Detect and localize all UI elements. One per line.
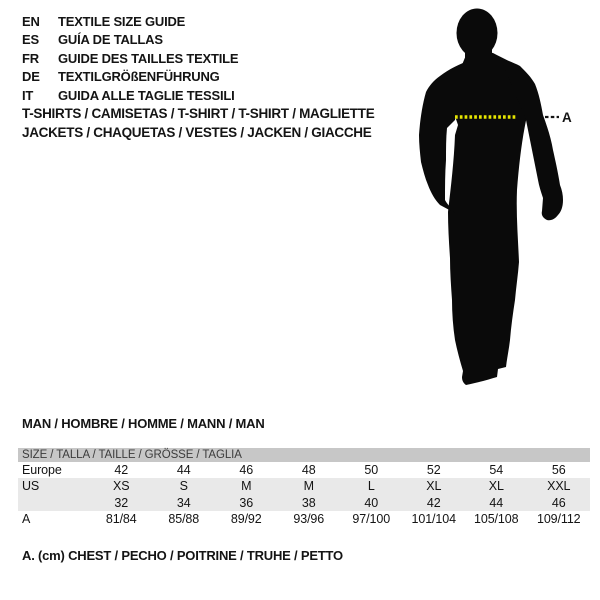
size-cell: 52 xyxy=(426,463,441,478)
table-row-us-letters xyxy=(18,478,590,494)
category-jackets: JACKETS / CHAQUETAS / VESTES / JACKEN / GIACCHE xyxy=(22,124,372,140)
table-row-europe xyxy=(18,462,590,478)
size-cell: 97/100 xyxy=(352,512,391,527)
size-cell: 101/104 xyxy=(411,512,456,527)
size-table xyxy=(18,448,590,527)
category-tshirts: T-SHIRTS / CAMISETAS / T-SHIRT / T-SHIRT / MAGLIETTE xyxy=(22,106,375,121)
table-row-us-numbers xyxy=(18,495,590,511)
size-cell: 32 xyxy=(114,495,129,510)
lang-row-es xyxy=(22,31,238,49)
size-cell: 48 xyxy=(301,463,316,478)
row-label-us: US xyxy=(22,479,40,494)
size-cell: 54 xyxy=(489,463,504,478)
size-cell: 46 xyxy=(239,463,254,478)
lang-label: TEXTILE SIZE GUIDE xyxy=(58,14,186,29)
size-cell: 109/112 xyxy=(536,512,581,527)
size-cell: L xyxy=(367,479,375,494)
language-title-block xyxy=(22,13,238,105)
size-cell: 40 xyxy=(364,495,379,510)
size-cell: 34 xyxy=(176,495,191,510)
size-cell: M xyxy=(241,479,252,494)
size-cell: 89/92 xyxy=(230,512,262,527)
size-cell: 44 xyxy=(489,495,504,510)
lang-label: TEXTILGRÖßENFÜHRUNG xyxy=(58,69,220,85)
size-cell: 36 xyxy=(239,495,254,510)
size-cell: 42 xyxy=(426,495,441,510)
row-label-a: A xyxy=(22,512,31,527)
size-cell: 44 xyxy=(176,463,191,478)
size-cell: 81/84 xyxy=(105,512,137,527)
measure-footnote: A. (cm) CHEST / PECHO / POITRINE / TRUHE / PETTO xyxy=(22,548,343,563)
lang-row-en xyxy=(22,13,238,31)
man-silhouette-svg xyxy=(415,6,585,401)
section-title-man: MAN / HOMBRE / HOMME / MANN / MAN xyxy=(22,416,265,431)
lang-label: GUIDA ALLE TAGLIE TESSILI xyxy=(58,87,235,103)
lang-code: EN xyxy=(22,14,40,29)
size-cell: XXL xyxy=(547,479,571,494)
size-cell: M xyxy=(303,479,314,494)
size-cell: 46 xyxy=(551,495,566,510)
measure-label-a: A xyxy=(562,110,572,125)
size-cell: XL xyxy=(426,479,442,494)
size-cell: XL xyxy=(488,479,504,494)
size-cell: 50 xyxy=(364,463,379,478)
size-cell: 93/96 xyxy=(293,512,325,527)
size-cell: 105/108 xyxy=(474,512,519,527)
size-cell: 42 xyxy=(114,463,129,478)
lang-code: ES xyxy=(22,32,39,48)
lang-label: GUÍA DE TALLAS xyxy=(58,32,163,48)
lang-row-de xyxy=(22,68,238,86)
lang-label: GUIDE DES TAILLES TEXTILE xyxy=(58,50,239,66)
lang-code: FR xyxy=(22,50,39,66)
size-table-header: SIZE / TALLA / TAILLE / GRÖSSE / TAGLIA xyxy=(18,448,590,462)
lang-row-fr xyxy=(22,50,238,68)
size-cell: XS xyxy=(113,479,130,494)
size-cell: 85/88 xyxy=(168,512,200,527)
garment-categories xyxy=(22,105,374,142)
size-cell: S xyxy=(179,479,188,494)
size-cell: 56 xyxy=(551,463,566,478)
row-label-europe: Europe xyxy=(22,463,62,478)
lang-code: DE xyxy=(22,69,40,85)
size-cell: 38 xyxy=(301,495,316,510)
table-row-chest-cm xyxy=(18,511,590,527)
measurement-figure xyxy=(415,6,585,401)
lang-code: IT xyxy=(22,87,34,103)
lang-row-it xyxy=(22,87,238,105)
